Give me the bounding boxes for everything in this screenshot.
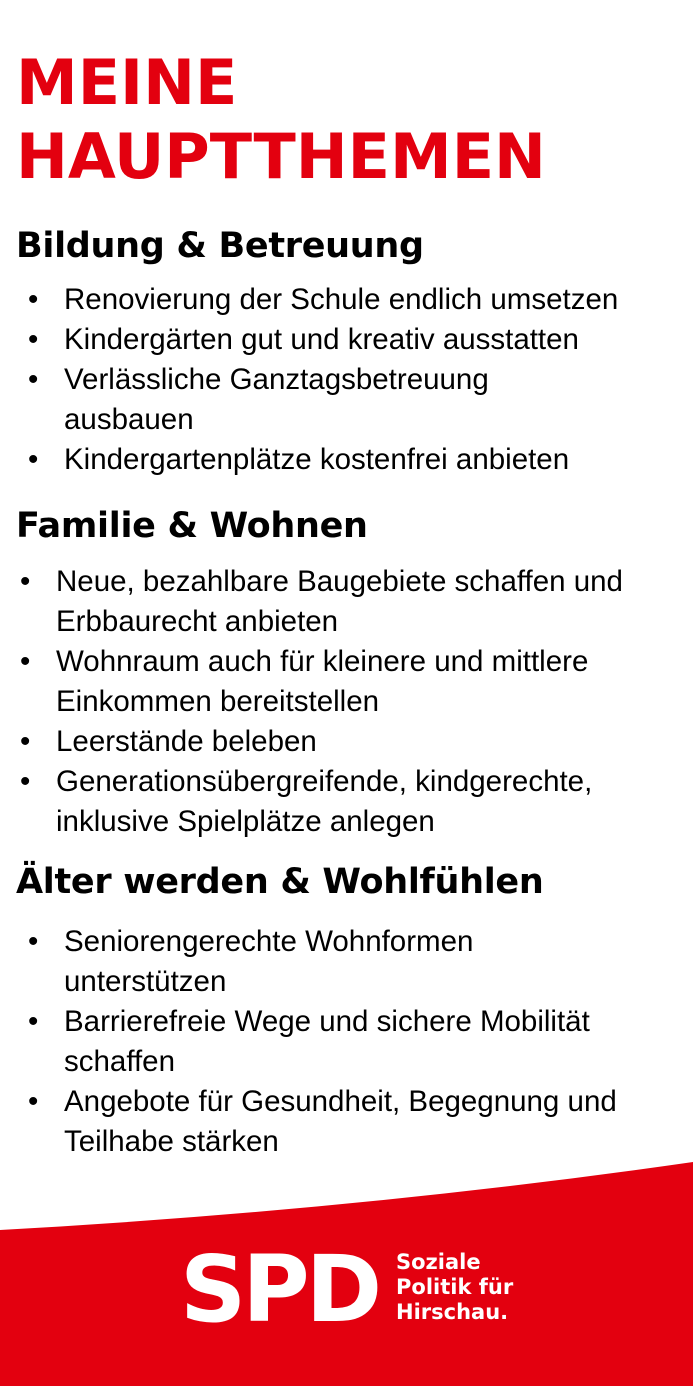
list-item bbox=[16, 280, 686, 320]
tagline-line: Hirschau. bbox=[396, 1300, 509, 1324]
list-item-text: inklusive Spielplätze anlegen bbox=[56, 805, 435, 838]
list-item bbox=[16, 360, 686, 440]
bullet-icon: • bbox=[20, 565, 31, 598]
bullet-icon: • bbox=[20, 765, 31, 798]
list-item-text: Neue, bezahlbare Baugebiete schaffen und bbox=[56, 565, 623, 598]
bullet-icon: • bbox=[20, 645, 31, 678]
list-item-text: Barrierefreie Wege und sichere Mobilität bbox=[64, 1005, 590, 1038]
section-heading: Älter werden & Wohlfühlen bbox=[16, 862, 544, 902]
list-item bbox=[16, 320, 686, 360]
section-heading: Familie & Wohnen bbox=[16, 506, 368, 546]
tagline-line: Politik für bbox=[396, 1275, 514, 1299]
list-item-text: Einkommen bereitstellen bbox=[56, 685, 380, 718]
topic-list bbox=[16, 922, 686, 1162]
list-item-text: Seniorengerechte Wohnformen bbox=[64, 925, 474, 958]
list-item bbox=[16, 722, 686, 762]
bullet-icon: • bbox=[20, 725, 31, 758]
section-heading: Bildung & Betreuung bbox=[16, 226, 424, 266]
list-item-text: Teilhabe stärken bbox=[64, 1125, 279, 1158]
list-item bbox=[16, 642, 686, 722]
list-item bbox=[16, 1002, 686, 1082]
tagline-line: Soziale bbox=[396, 1250, 481, 1274]
bullet-icon: • bbox=[28, 363, 39, 396]
bullet-icon: • bbox=[28, 1005, 39, 1038]
list-item-text: ausbauen bbox=[64, 403, 194, 436]
spd-logo: SPD bbox=[180, 1236, 379, 1343]
page-title-line-2: HAUPTTHEMEN bbox=[16, 120, 546, 193]
topic-list bbox=[16, 562, 686, 842]
list-item-text: Generationsübergreifende, kindgerechte, bbox=[56, 765, 593, 798]
list-item bbox=[16, 562, 686, 642]
section-aelter-werden-wohlfuehlen bbox=[16, 860, 686, 1162]
section-bildung-betreuung bbox=[16, 224, 686, 480]
page-title-line-1: MEINE bbox=[16, 46, 238, 119]
bullet-icon: • bbox=[28, 443, 39, 476]
bullet-icon: • bbox=[28, 283, 39, 316]
list-item bbox=[16, 440, 686, 480]
list-item-text: Erbbaurecht anbieten bbox=[56, 605, 339, 638]
footer-tagline bbox=[396, 1250, 513, 1325]
list-item bbox=[16, 922, 686, 1002]
list-item-text: Verlässliche Ganztagsbetreuung bbox=[64, 363, 489, 396]
list-item-text: Kindergartenplätze kostenfrei anbieten bbox=[64, 443, 570, 476]
topic-list bbox=[16, 280, 686, 480]
list-item-text: Wohnraum auch für kleinere und mittlere bbox=[56, 645, 589, 678]
bullet-icon: • bbox=[28, 323, 39, 356]
page-title bbox=[16, 46, 546, 194]
list-item-text: Leerstände beleben bbox=[56, 725, 317, 758]
bullet-icon: • bbox=[28, 1085, 39, 1118]
list-item-text: unterstützen bbox=[64, 965, 227, 998]
bullet-icon: • bbox=[28, 925, 39, 958]
list-item-text: schaffen bbox=[64, 1045, 175, 1078]
list-item bbox=[16, 1082, 686, 1162]
section-familie-wohnen bbox=[16, 504, 686, 842]
list-item bbox=[16, 762, 686, 842]
list-item-text: Kindergärten gut und kreativ ausstatten bbox=[64, 323, 579, 356]
list-item-text: Renovierung der Schule endlich umsetzen bbox=[64, 283, 619, 316]
list-item-text: Angebote für Gesundheit, Begegnung und bbox=[64, 1085, 617, 1118]
